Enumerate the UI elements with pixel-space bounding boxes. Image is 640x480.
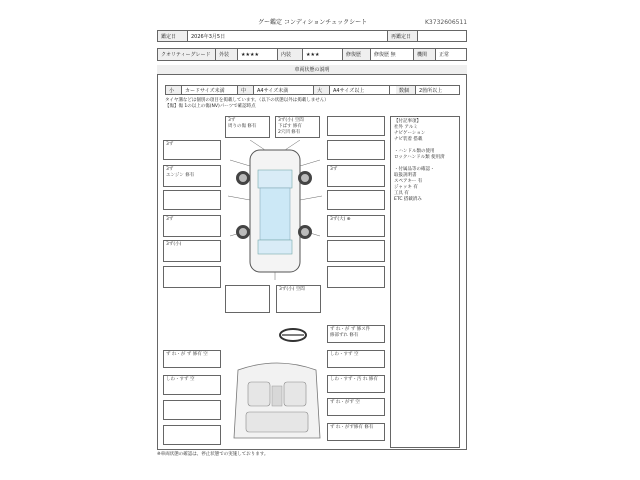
windshield [258,170,292,188]
notes-line-2: 社外 アルミ [394,125,418,130]
repair-value: 修復歴 無 [371,49,414,60]
legend-large: 大 [314,86,330,94]
callout-left-4: 3ず [163,215,221,237]
legend-medium: 中 [238,86,254,94]
rear-window [258,240,292,254]
legend-small-desc: カードサイズ未満 [182,86,238,94]
callout-right-2: 3ず [327,165,385,187]
rear-right-wheel-icon [298,225,312,239]
legend-medium-desc: A4サイズ未満 [254,86,314,94]
car-diagram [220,140,330,280]
callout-interior-left-3 [163,400,221,420]
callout-interior-right-3: ず れ・がず 空 [327,398,385,416]
callout-interior-right-2: しわ・すず・汚 れ 修有 [327,375,385,393]
legend-mark: 数個 [396,86,416,94]
notes-line-6: ・ハンドル類の使用 [394,149,435,154]
callout-interior-right-4: ず れ・がず修有 修有 [327,423,385,441]
date-row [157,30,467,42]
grade-row [157,48,467,61]
callout-front-left: 3ず 周りの傷 修有 [225,116,270,138]
notes-line-14: ETC 搭載済み [394,197,422,202]
interior-label: 内装 [278,49,303,60]
callout-right-4: 3ず(大) ⊕ [327,215,385,237]
sheet-number: K3732606511 [425,19,468,26]
notes-line-12: ジャッキ 有 [394,185,418,190]
callout-left-5: 3ず(小) [163,240,221,262]
callout-right-1 [327,140,385,160]
notes-line-10: 取扱説明書 [394,173,417,178]
notes-line-4: ナビ装着 搭載 [394,137,423,142]
callout-interior-right-1: しわ・すず 空 [327,350,385,368]
rear-left-wheel-icon [236,225,250,239]
callout-left-1: 3ず [163,140,221,160]
roof [260,188,290,240]
callout-bottom-left [225,285,270,313]
footer-note: ※車両状態の確認は、停止状態での実施しております。 [157,452,269,457]
notes-line-1: 【付記事項】 [394,119,421,124]
legend-header [157,65,467,75]
callout-right-5 [327,240,385,262]
callout-interior-left-2: しわ・すず 空 [163,375,221,395]
legend-note-1: タイヤ溝などは個別の項目を掲載しています。（以下の状態以外は掲載しません） [165,98,329,103]
callout-right-6 [327,266,385,288]
notes-panel [390,116,460,448]
notes-line-9: ・付属品等の確認・ [394,167,435,172]
date-label: 鑑定日 [158,31,188,41]
legend-note-2: 【傷】傷 1の以上の傷(NV)パーツで確認時点 [165,104,256,109]
callout-left-3 [163,190,221,210]
reinspection-value [418,31,466,41]
callout-interior-left-4 [163,425,221,445]
steering-wheel-icon [278,327,308,343]
front-left-wheel-icon [236,171,250,185]
callout-bottom-center: 3ず(小) 空間 [276,285,321,313]
callout-top-right-empty [327,116,385,136]
engine-label: 機関 [414,49,436,60]
notes-line-13: 工具 有 [394,191,409,196]
date-value: 2026年3月5日 [188,31,388,41]
callout-left-2: 3ず エンジン 修有 [163,165,221,187]
legend-mark-desc: 2箇所以上 [419,87,443,94]
front-right-wheel-icon [298,171,312,185]
exterior-label: 外装 [216,49,238,60]
notes-line-11: スペアキー 有 [394,179,423,184]
sheet-title: グー鑑定 コンディションチェックシート [258,19,368,26]
notes-line-3: ナビゲーション [394,131,426,136]
repair-label: 修復歴 [343,49,371,60]
callout-front-right: 3ず(小) 空間 下ばす 修有 2穴凹 修有 [275,116,320,138]
legend-small: 小 [166,86,182,94]
quality-label: クオリティーグレード [158,49,216,60]
legend-row [165,85,460,95]
interior-stars: ★★★ [303,49,343,60]
callout-left-6 [163,266,221,288]
reinspection-label: 再鑑定日 [388,31,418,41]
engine-value: 正常 [439,52,450,58]
exterior-stars: ★★★★ [238,49,278,60]
interior-diagram [228,360,326,442]
callout-steering: ず れ・が ず 修ス件 修部ずれ 修有 [327,325,385,343]
callout-right-3 [327,190,385,210]
legend-large-desc: A4サイズ以上 [330,86,390,94]
callout-interior-front-left: ず れ・が ず 修有 空 [163,350,221,368]
notes-line-7: ロックハンドル類 使用済 [394,155,445,160]
legend-title: 車両状態の説明 [294,67,330,73]
